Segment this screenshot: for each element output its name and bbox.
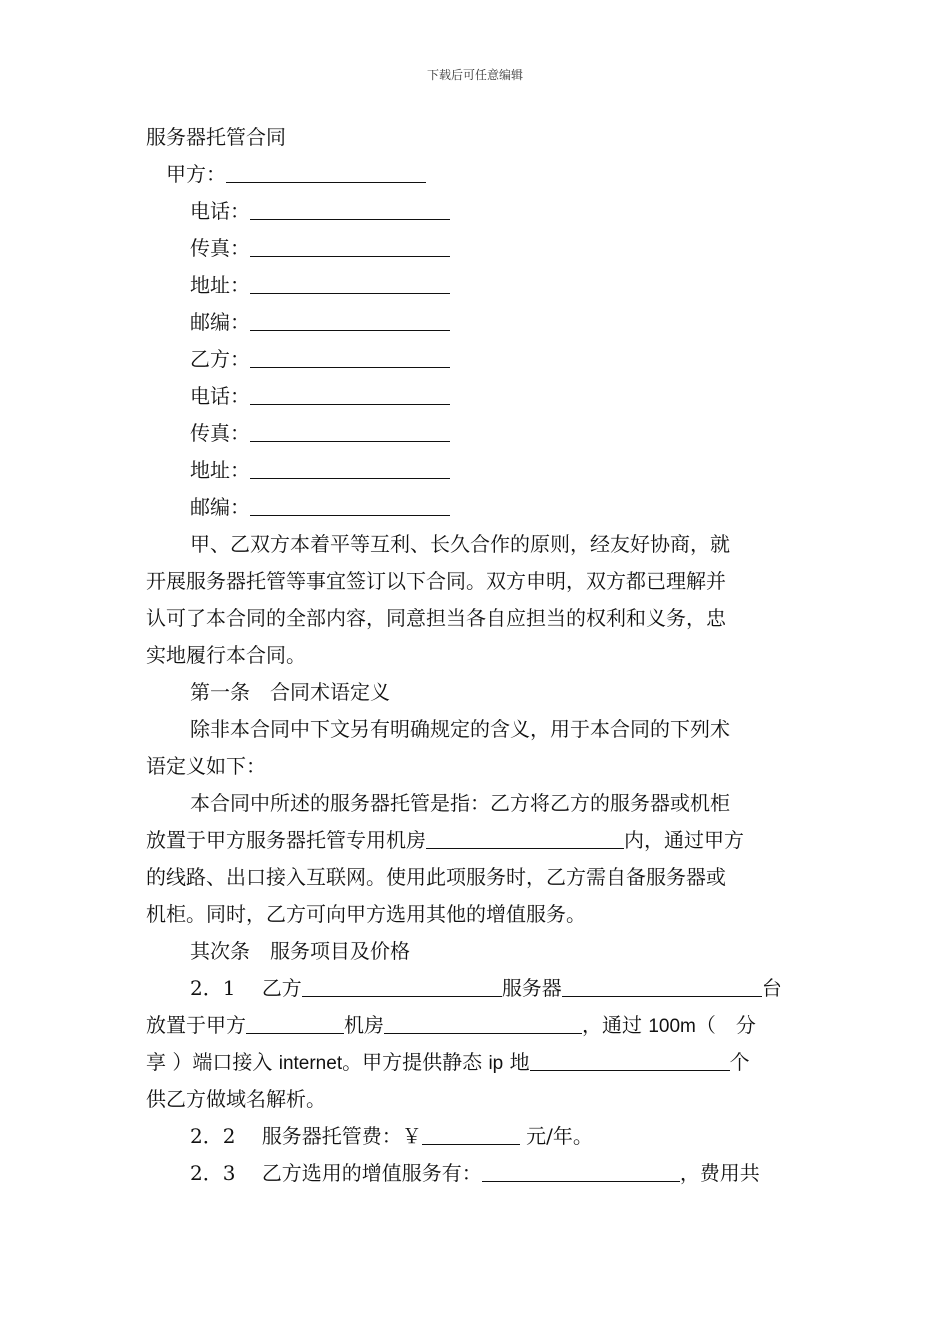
clause-2-2-number: 2．2 (190, 1124, 236, 1148)
clause-2-2-text-a: 服务器托管费：￥ (261, 1124, 422, 1148)
contract-body (146, 119, 806, 1192)
clause-2-2-line (146, 1118, 806, 1155)
intro-line-2: 开展服务器托管等事宜签订以下合同。双方申明，双方都已理解并 (146, 569, 726, 593)
article-1-p2-line-4: 机柜。同时，乙方可向甲方选用其他的增值服务。 (146, 902, 586, 926)
article-1-p2-line-1: 本合同中所述的服务器托管是指：乙方将乙方的服务器或机柜 (190, 791, 730, 815)
article-1-p2-line-2b: 内，通过甲方 (624, 828, 744, 852)
clause-2-1-l2c: ，通过 (582, 1013, 642, 1037)
room-name-field[interactable] (384, 1011, 582, 1034)
clause-2-1-line-4: 供乙方做域名解析。 (146, 1087, 326, 1111)
party-b-phone-field[interactable] (250, 382, 450, 405)
party-b-phone-label: 电话： (190, 384, 250, 408)
article-2-heading: 其次条 服务项目及价格 (190, 939, 410, 963)
party-a-fax-field[interactable] (250, 234, 450, 257)
intro-line-4: 实地履行本合同。 (146, 643, 306, 667)
party-a-postcode-field[interactable] (250, 308, 450, 331)
party-b-name-row (146, 341, 806, 378)
clause-2-2-text-b: 元/年。 (526, 1124, 593, 1148)
article-1-heading: 第一条 合同术语定义 (190, 680, 390, 704)
clause-2-1-line-2 (146, 1007, 806, 1044)
intro-line-1: 甲、乙双方本着平等互利、长久合作的原则，经友好协商，就 (190, 532, 730, 556)
clause-2-1-l3c: 。甲方提供静态 (342, 1050, 483, 1074)
room-location-field[interactable] (246, 1011, 344, 1034)
clause-2-1-l3b: internet (278, 1053, 343, 1074)
article-1-p1-line-1: 除非本合同中下文另有明确规定的含义，用于本合同的下列术 (190, 717, 730, 741)
clause-2-1-line-3 (146, 1044, 806, 1081)
clause-2-1-text-b: 服务器 (501, 976, 562, 1000)
party-b-address-row (146, 452, 806, 489)
party-a-phone-row (146, 193, 806, 230)
document-title: 服务器托管合同 (146, 125, 286, 149)
clause-2-1-l3e: 地 (509, 1050, 530, 1074)
clause-2-1-l3a: 享 ）端口接入 (146, 1050, 273, 1074)
page-header: 下载后可任意编辑 (426, 68, 523, 82)
party-a-phone-label: 电话： (190, 199, 250, 223)
party-a-postcode-label: 邮编： (190, 310, 250, 334)
party-a-fax-row (146, 230, 806, 267)
party-a-address-label: 地址： (190, 273, 250, 297)
server-count-field[interactable] (562, 974, 762, 997)
clause-2-1-l3d: ip (488, 1053, 504, 1074)
clause-2-1-l2b: 机房 (344, 1013, 384, 1037)
article-1-p2-line-3: 的线路、出口接入互联网。使用此项服务时，乙方需自备服务器或 (146, 865, 726, 889)
article-1-p2-line-2 (146, 822, 806, 859)
party-b-name-field[interactable] (250, 345, 450, 368)
party-a-phone-field[interactable] (250, 197, 450, 220)
value-added-service-field[interactable] (482, 1159, 680, 1182)
party-a-address-row (146, 267, 806, 304)
clause-2-1-text-a: 乙方 (261, 976, 302, 1000)
hosting-fee-field[interactable] (422, 1122, 520, 1145)
party-b-address-field[interactable] (250, 456, 450, 479)
party-b-postcode-field[interactable] (250, 493, 450, 516)
clause-2-1-l2a: 放置于甲方 (146, 1013, 246, 1037)
party-b-fax-row (146, 415, 806, 452)
hosting-room-field[interactable] (426, 826, 624, 849)
party-a-postcode-row (146, 304, 806, 341)
clause-2-1-l3f: 个 (729, 1050, 750, 1074)
clause-2-1-number: 2．1 (190, 976, 236, 1000)
clause-2-3-line (146, 1155, 806, 1192)
party-a-name-row (146, 156, 806, 193)
party-a-name-label: 甲方： (166, 162, 226, 186)
party-b-name-label: 乙方： (190, 347, 250, 371)
party-a-name-field[interactable] (226, 160, 426, 183)
party-b-fax-field[interactable] (250, 419, 450, 442)
clause-2-1-l2d: 100m (648, 1016, 696, 1037)
party-b-postcode-row (146, 489, 806, 526)
ip-count-field[interactable] (530, 1048, 730, 1071)
clause-2-1-line-1 (146, 970, 806, 1007)
party-b-address-label: 地址： (190, 458, 250, 482)
intro-line-3: 认可了本合同的全部内容，同意担当各自应担当的权利和义务，忠 (146, 606, 726, 630)
server-brand-field[interactable] (302, 974, 502, 997)
article-1-p2-line-2a: 放置于甲方服务器托管专用机房 (146, 828, 426, 852)
clause-2-3-text-a: 乙方选用的增值服务有： (261, 1161, 482, 1185)
clause-2-1-l2e: （ 分 (695, 1013, 756, 1037)
party-a-address-field[interactable] (250, 271, 450, 294)
party-b-postcode-label: 邮编： (190, 495, 250, 519)
party-b-phone-row (146, 378, 806, 415)
party-b-fax-label: 传真： (190, 421, 250, 445)
clause-2-3-text-b: ，费用共 (679, 1161, 760, 1185)
clause-2-1-text-c: 台 (761, 976, 782, 1000)
article-1-p1-line-2: 语定义如下： (146, 754, 266, 778)
clause-2-3-number: 2．3 (190, 1161, 236, 1185)
party-a-fax-label: 传真： (190, 236, 250, 260)
